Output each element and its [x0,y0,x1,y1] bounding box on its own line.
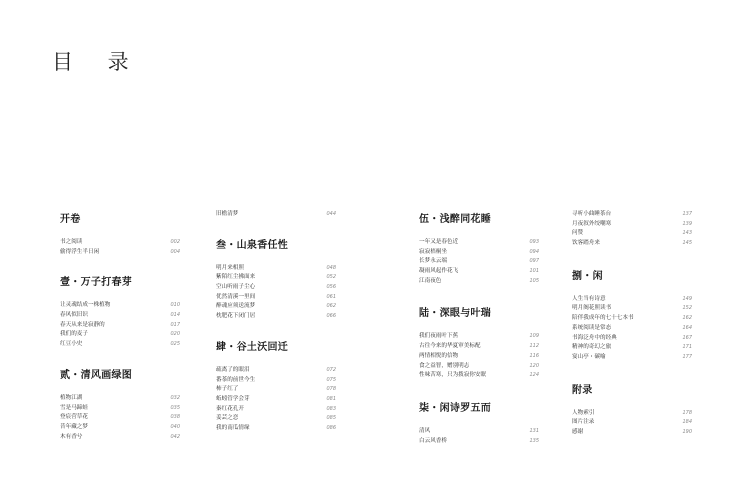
entry-page: 010 [170,302,180,309]
entry-title: 饮客踏舟来 [572,240,600,247]
entry-page: 066 [326,313,336,320]
entry-page: 135 [529,437,539,444]
toc-entry[interactable] [216,210,336,220]
toc-entry[interactable] [60,248,180,258]
toc-entry[interactable] [216,283,336,293]
entry-list [572,210,692,249]
entry-title: 白云风香桥 [419,437,447,444]
entry-page: 078 [326,386,336,393]
entry-title: 我的南瓜情缘 [216,424,250,431]
entry-title: 人物索引 [572,409,595,416]
toc-entry[interactable] [216,366,336,376]
toc-entry[interactable] [216,395,336,405]
toc-entry[interactable] [572,409,692,419]
entry-title: 红豆小史 [60,341,83,348]
entry-page: 083 [326,405,336,412]
toc-entry[interactable] [572,229,692,239]
entry-page: 052 [326,274,336,281]
entry-page: 177 [682,353,692,360]
entry-title: 凝雨风起作花飞 [419,268,459,275]
section-title: 开卷 [60,214,81,225]
entry-page: 109 [529,333,539,340]
toc-entry[interactable] [60,321,180,331]
entry-page: 032 [170,394,180,401]
entry-title: 我们夜雨叶下蕉 [419,333,459,340]
toc-entry[interactable] [572,239,692,249]
entry-title: 明月来相照 [216,264,244,271]
entry-title: 优然清溪一里间 [216,293,256,300]
entry-page: 038 [170,414,180,421]
entry-page: 002 [170,239,180,245]
entry-title: 古往今来的华夏审美标配 [419,343,481,350]
section-title: 柒・闲诗罗五而 [419,402,492,414]
entry-title: 姜芸之恋 [216,415,239,422]
entry-title: 春风似旧识 [60,312,88,319]
entry-page: 152 [682,305,692,312]
entry-page: 112 [529,343,539,350]
toc-entry[interactable] [572,343,692,353]
entry-page: 124 [529,372,539,379]
entry-page: 086 [326,424,336,431]
entry-page: 072 [326,366,336,373]
toc-entry[interactable] [216,385,336,395]
toc-entry[interactable] [572,324,692,334]
entry-page: 162 [682,315,692,322]
toc-entry[interactable] [572,210,692,220]
entry-page: 061 [326,293,336,300]
entry-title: 两情相悦的信物 [419,352,459,359]
entry-title: 让灵魂结成一株植物 [60,302,111,309]
entry-list [216,264,336,322]
entry-title: 性味苦寒，只为拨寂你安眠 [419,372,487,379]
entry-title: 图片注录 [572,419,595,426]
entry-title: 书海泛舟中的经典 [572,334,617,341]
entry-title: 登宸营草花 [60,414,88,421]
toc-entry[interactable] [419,352,539,362]
entry-title: 植物江湖 [60,394,83,401]
toc-entry[interactable] [419,332,539,342]
entry-list [216,366,336,434]
entry-title: 精神的奇幻之旅 [572,344,612,351]
entry-title: 偷得浮生半日闲 [60,248,100,255]
section-title: 贰・清风画绿图 [60,369,133,381]
entry-title: 空山听雨子尘心 [216,284,256,291]
entry-title: 寻听小曲睡茶台 [572,211,612,217]
entry-title: 枕肥花下闭门居 [216,313,256,320]
entry-title: 寂寂梧桐坐 [419,248,447,255]
entry-title: 紫陌红尘拂面来 [216,274,256,281]
toc-entry[interactable] [572,334,692,344]
entry-page: 093 [529,239,539,245]
entry-title: 醉魂应须送流梦 [216,303,256,310]
toc-entry[interactable] [419,238,539,248]
entry-title: 柿子红了 [216,386,239,393]
entry-title: 清风 [419,427,431,434]
section-title: 壹・万子打春芽 [60,277,133,289]
toc-entry[interactable] [60,238,180,248]
entry-title: 雪是马蹄蛙 [60,404,88,411]
toc-entry[interactable] [419,371,539,381]
section-title: 附录 [572,384,593,396]
entry-page: 020 [170,331,180,338]
toc-entry[interactable] [60,301,180,311]
toc-entry[interactable] [216,414,336,424]
section-title: 伍・浅醉同花睡 [419,214,492,225]
entry-page: 167 [682,334,692,341]
toc-entry[interactable] [216,376,336,386]
toc-entry[interactable] [572,304,692,314]
entry-list [60,301,180,349]
entry-title: 昔年藏之梦 [60,423,88,430]
entry-page: 137 [682,211,692,217]
toc-entry[interactable] [419,267,539,277]
entry-title: 长梦永云端 [419,258,447,265]
toc-entry[interactable] [419,277,539,287]
entry-list [572,295,692,363]
entry-page: 094 [529,248,539,255]
entry-page: 056 [326,284,336,291]
entry-title: 木有香兮 [60,433,83,440]
entry-title: 番茶的前世今生 [216,376,256,383]
toc-entry[interactable] [60,404,180,414]
entry-page: 171 [682,344,692,351]
entry-list [572,409,692,438]
toc-entry[interactable] [572,220,692,230]
section-title: 肆・谷土沃回迁 [216,341,289,353]
toc-entry[interactable] [60,311,180,321]
entry-title: 感谢 [572,428,584,435]
toc-entry[interactable] [419,437,539,447]
entry-title: 秦红花孔开 [216,405,244,412]
entry-title: 江南夜色 [419,277,442,284]
page-title: 目 录 [52,50,143,74]
entry-list [60,238,180,257]
toc-column-1 [60,210,180,442]
toc-entry[interactable] [216,302,336,312]
entry-page: 004 [170,248,180,255]
entry-title: 旧檐清梦 [216,211,239,217]
toc-column-2 [216,210,336,434]
entry-title: 明月阁花照读书 [572,305,612,312]
section-title: 陆・深眼与叶瑞 [419,308,492,320]
toc-entry[interactable] [572,418,692,428]
toc-entry[interactable] [572,314,692,324]
entry-page: 044 [326,211,336,217]
entry-page: 075 [326,376,336,383]
entry-page: 097 [529,258,539,265]
entry-title: 蚯蚓管学会芽 [216,395,250,402]
entry-title: 问赞 [572,230,584,237]
entry-page: 014 [170,312,180,319]
entry-list [216,210,336,220]
entry-page: 149 [682,295,692,302]
entry-page: 120 [529,362,539,369]
toc-entry[interactable] [60,340,180,350]
toc-column-3 [419,210,539,446]
entry-page: 143 [682,230,692,237]
toc-entry[interactable] [419,342,539,352]
toc-entry[interactable] [216,293,336,303]
entry-title: 食之益智，赠别明志 [419,362,470,369]
entry-page: 025 [170,341,180,348]
entry-page: 062 [326,303,336,310]
toc-entry[interactable] [216,405,336,415]
entry-page: 116 [529,352,539,359]
toc-entry[interactable] [60,394,180,404]
entry-title: 人生当有诗意 [572,295,606,302]
toc-entry[interactable] [60,433,180,443]
entry-title: 春天从来是寂静的 [60,321,105,328]
toc-entry[interactable] [216,312,336,322]
entry-page: 139 [682,220,692,227]
entry-page: 164 [682,324,692,331]
entry-title: 宴山亭・碳喻 [572,353,606,360]
toc-entry[interactable] [216,424,336,434]
entry-list [419,427,539,446]
entry-page: 131 [529,427,539,434]
entry-page: 101 [529,268,539,275]
entry-title: 疏离了的眼泪 [216,366,250,373]
toc-entry[interactable] [216,273,336,283]
entry-page: 042 [170,433,180,440]
entry-page: 190 [682,428,692,435]
entry-list [60,394,180,442]
entry-page: 040 [170,423,180,430]
entry-page: 085 [326,415,336,422]
entry-page: 081 [326,395,336,402]
entry-title: 我们的麦子 [60,331,88,338]
toc-column-4 [572,210,692,438]
toc-entry[interactable] [419,427,539,437]
section-title: 捌・闲 [572,270,603,282]
section-title: 叁・山泉香任性 [216,239,289,251]
entry-title: 系统阅读是常态 [572,324,612,331]
entry-page: 048 [326,264,336,271]
toc-entry[interactable] [572,295,692,305]
entry-page: 184 [682,419,692,426]
entry-page: 105 [529,277,539,284]
entry-list [419,238,539,286]
entry-list [419,332,539,380]
toc-entry[interactable] [216,264,336,274]
entry-title: 月夜叙外绞嘲寒 [572,220,612,227]
entry-page: 178 [682,409,692,416]
entry-title: 一年又是春色近 [419,239,459,245]
toc-entry[interactable] [60,423,180,433]
entry-title: 书之阅读 [60,239,83,245]
toc-entry[interactable] [419,362,539,372]
entry-page: 017 [170,321,180,328]
entry-page: 035 [170,404,180,411]
entry-title: 陪伴我成年的七十七本书 [572,315,634,322]
toc-entry[interactable] [572,428,692,438]
toc-entry[interactable] [60,413,180,423]
toc-entry[interactable] [419,248,539,258]
entry-page: 145 [682,240,692,247]
toc-entry[interactable] [419,257,539,267]
toc-entry[interactable] [60,330,180,340]
toc-entry[interactable] [572,353,692,363]
